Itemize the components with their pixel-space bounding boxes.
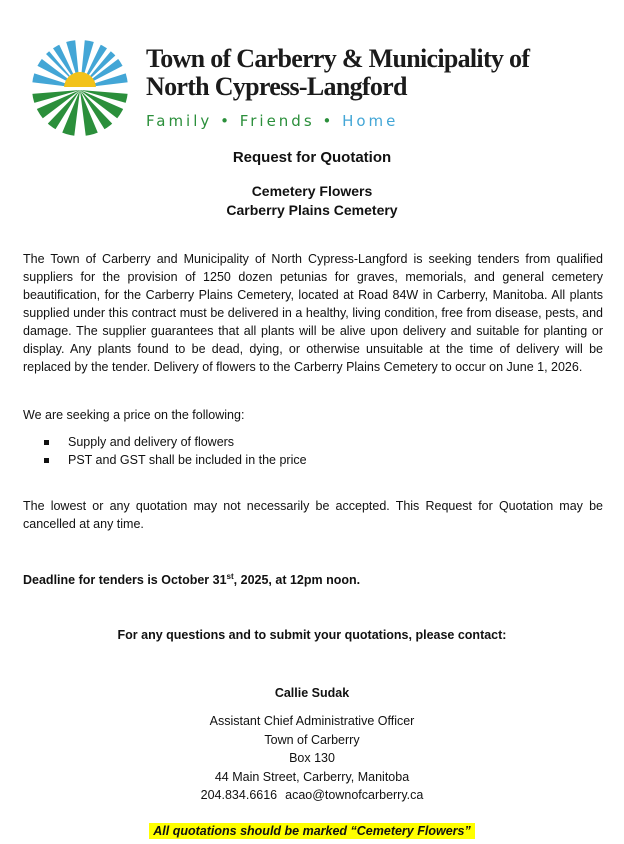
- pricing-list: [40, 433, 307, 469]
- subtitle-line1: Cemetery Flowers: [251, 183, 373, 199]
- tagline-separator: •: [220, 112, 232, 130]
- org-name: [146, 45, 529, 101]
- contact-name: Callie Sudak: [274, 686, 350, 700]
- deadline-rest: , 2025, at 12pm noon.: [233, 573, 361, 588]
- list-item: [40, 451, 307, 469]
- contact-org: Town of Carberry: [264, 732, 360, 747]
- document-subtitle: [0, 182, 624, 220]
- contact-phone: 204.834.6616: [200, 788, 278, 802]
- list-item-text: PST and GST shall be included in the price: [68, 453, 307, 467]
- acceptance-paragraph: The lowest or any quotation may not necessarily be accepted. This Request for Quotation may be cancelled at any time.: [23, 499, 603, 531]
- contact-phone-email-line: [0, 786, 624, 805]
- deadline-prefix: Deadline for tenders is October 31: [23, 573, 227, 588]
- document-title: Request for Quotation: [232, 149, 392, 166]
- tagline-separator: •: [322, 112, 335, 130]
- tagline-home: Home: [342, 112, 399, 130]
- org-name-line1: Town of Carberry & Municipality of: [146, 44, 530, 73]
- town-logo: [30, 38, 130, 138]
- tagline-family: Family: [146, 112, 213, 130]
- subtitle-line2: Carberry Plains Cemetery: [226, 202, 398, 218]
- pricing-intro: We are seeking a price on the following:: [23, 408, 245, 422]
- tagline-friends: Friends: [239, 112, 315, 130]
- deadline-ordinal: st: [226, 572, 234, 581]
- list-item-text: Supply and delivery of flowers: [68, 435, 235, 449]
- contact-address: 44 Main Street, Carberry, Manitoba: [214, 769, 410, 784]
- marking-instruction: All quotations should be marked “Cemetery Flowers”: [149, 823, 474, 839]
- footer: [0, 822, 624, 840]
- org-name-line2: North Cypress-Langford: [146, 72, 407, 101]
- contact-box: Box 130: [289, 751, 335, 765]
- contact-heading: For any questions and to submit your quotations, please contact:: [117, 628, 507, 642]
- intro-paragraph: The Town of Carberry and Municipality of North Cypress-Langford is seeking tenders from qualified suppliers for the provision of 1250 dozen petunias for graves, memorials, and general cemetery beautification, for the Carberry Plains Cemetery, located at Road 84W in Carberry, Manitoba. All plants supplied under this contract must be delivered in a healthy, living condition, free from disease, pests, and damage. The supplier guarantees that all plants will be alive upon delivery and suitable for planting or display. Any plants found to be dead, dying, or otherwise unsuitable at the time of delivery will be replaced by the tender. Delivery of flowers to the Carberry Plains Cemetery to occur on June 1, 2026.: [23, 252, 603, 374]
- list-item: [40, 433, 307, 451]
- letterhead: [0, 0, 624, 140]
- contact-email[interactable]: acao@townofcarberry.ca: [285, 788, 424, 802]
- deadline: [23, 572, 360, 587]
- tagline: [146, 112, 398, 130]
- contact-title: Assistant Chief Administrative Officer: [209, 714, 415, 728]
- contact-details: [0, 712, 624, 805]
- square-bullet-icon: [44, 440, 49, 445]
- square-bullet-icon: [44, 458, 49, 463]
